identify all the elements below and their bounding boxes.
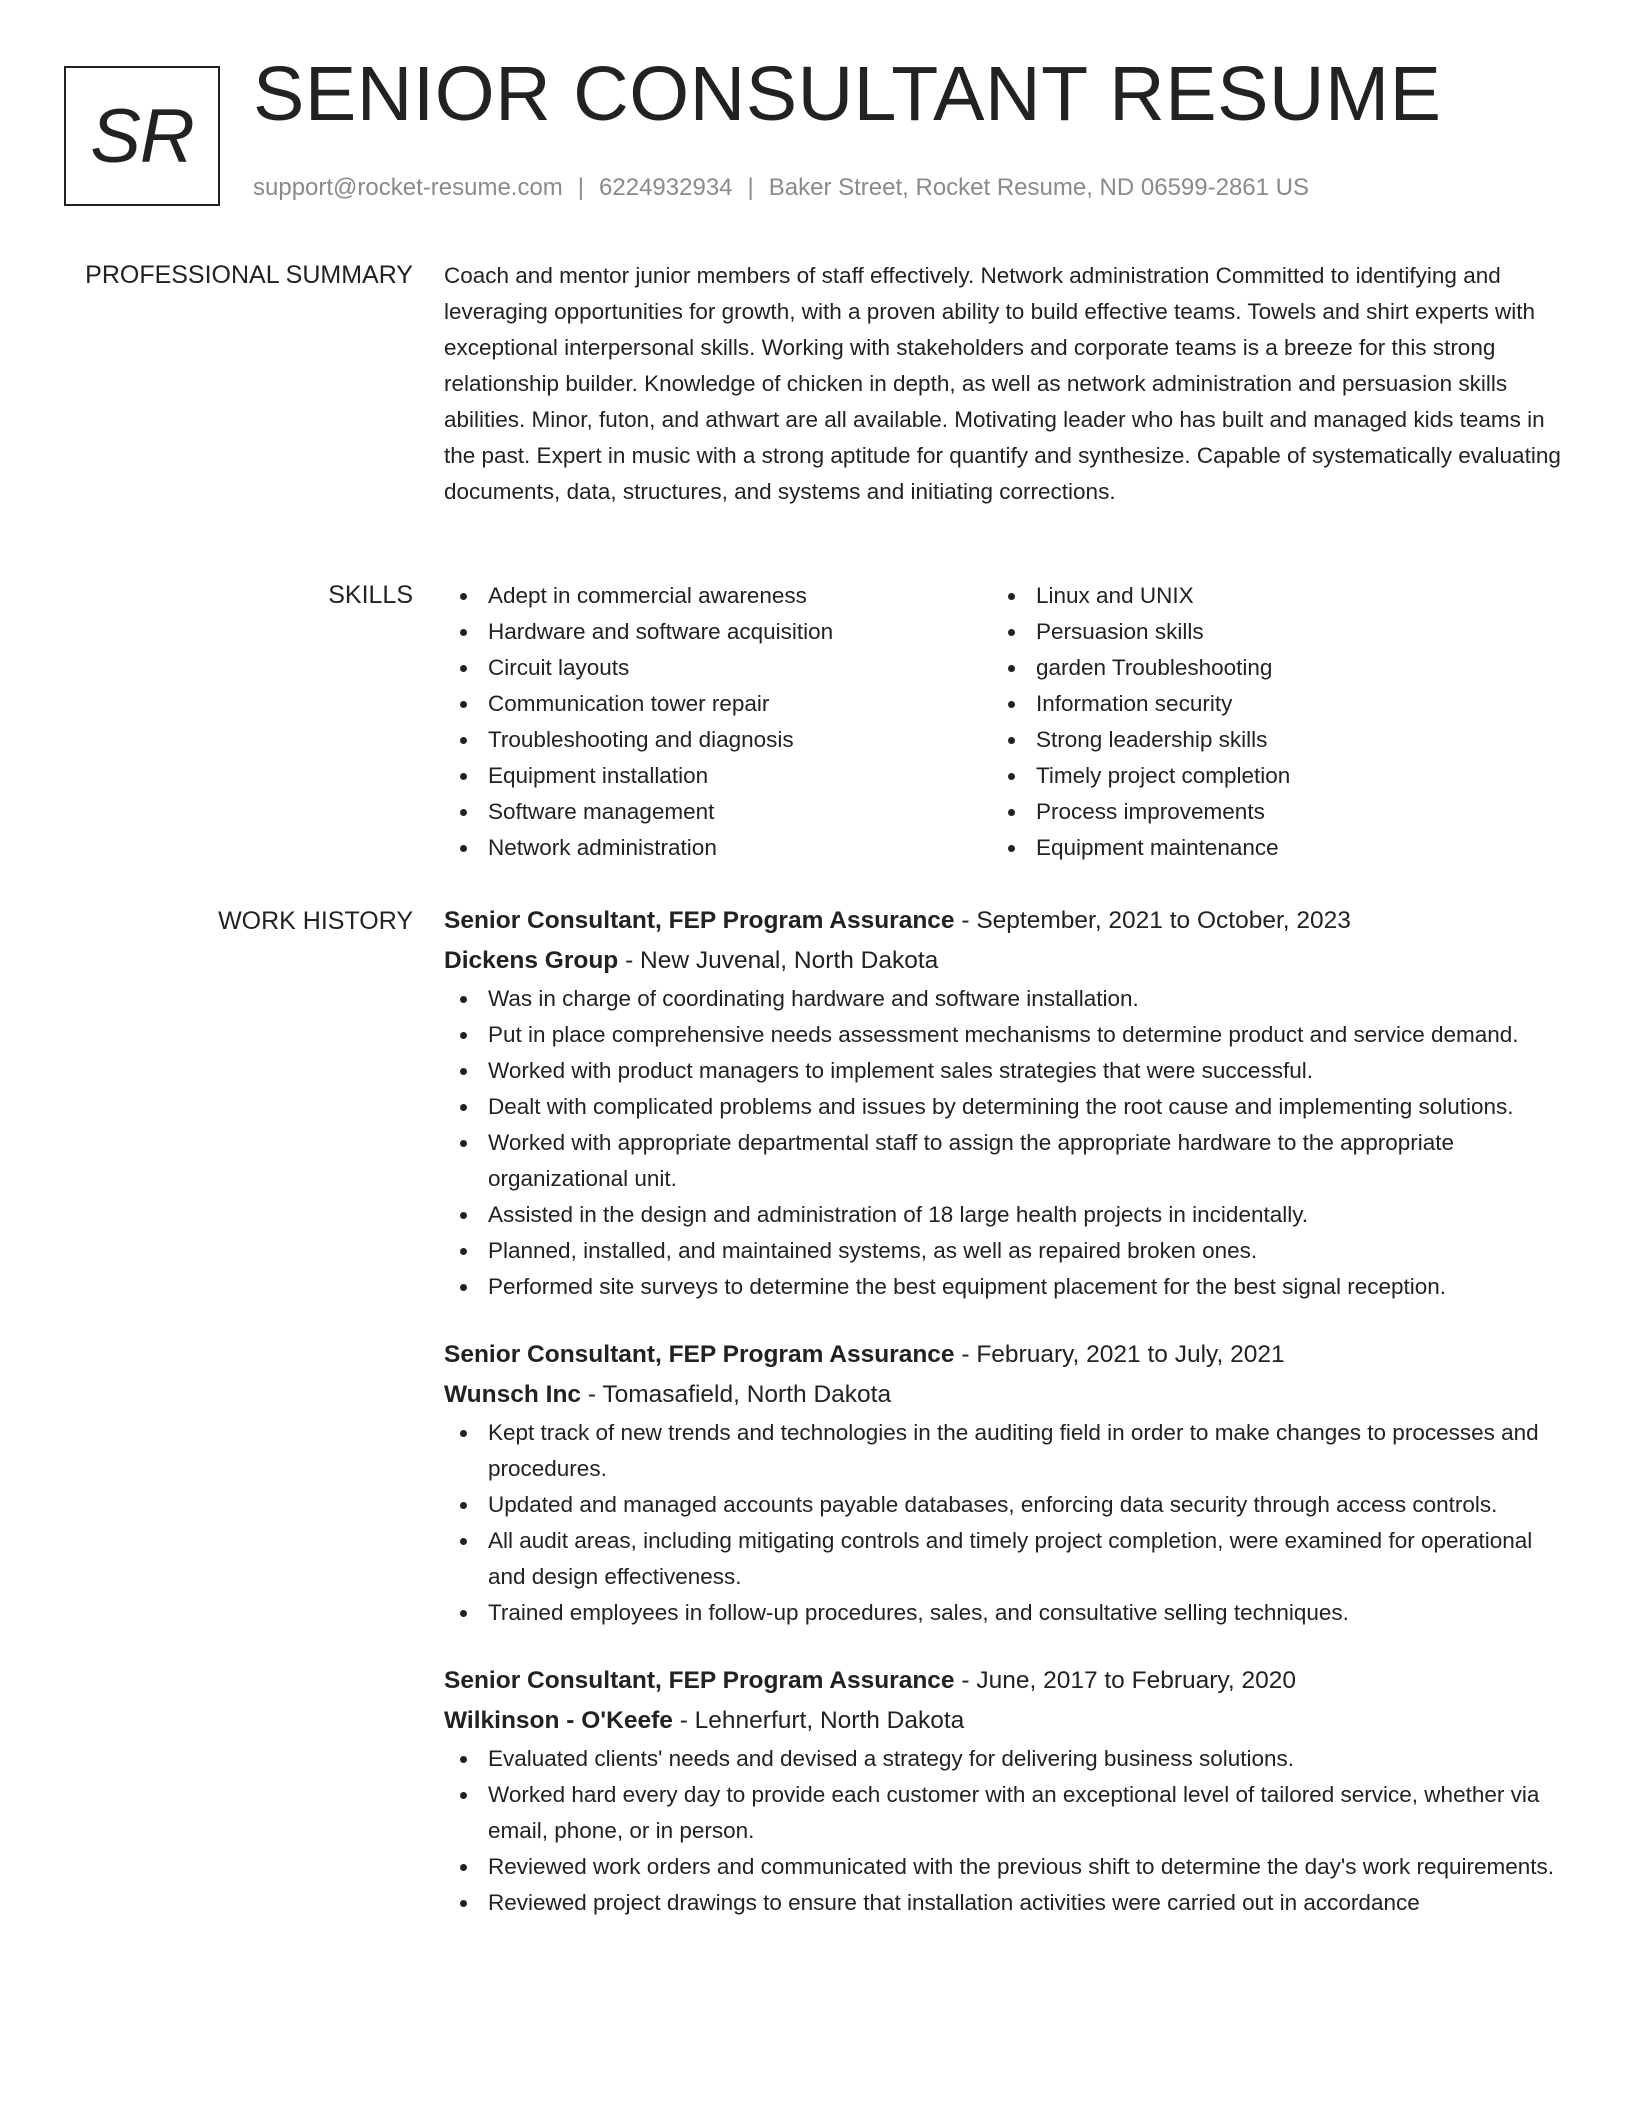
job-duty: Trained employees in follow-up procedures, sales, and consultative selling techniques. bbox=[444, 1595, 1564, 1631]
job-company: Wunsch Inc bbox=[444, 1381, 582, 1408]
job-company-line bbox=[444, 941, 1564, 981]
contact-separator: | bbox=[577, 174, 585, 201]
skill-item: Timely project completion bbox=[992, 758, 1540, 794]
job-duty: Worked with appropriate departmental staff to assign the appropriate hardware to the appropriate organizational unit. bbox=[444, 1125, 1564, 1197]
skill-item: Information security bbox=[992, 686, 1540, 722]
job-duty: Put in place comprehensive needs assessment mechanisms to determine product and service demand. bbox=[444, 1017, 1564, 1053]
skill-item: Network administration bbox=[444, 830, 992, 866]
summary-section bbox=[444, 258, 1564, 510]
job-title-line bbox=[444, 1661, 1564, 1701]
job-duty: Reviewed work orders and communicated with the previous shift to determine the day's work requirements. bbox=[444, 1849, 1564, 1885]
job-location: - New Juvenal, North Dakota bbox=[625, 947, 939, 974]
contact-email: support@rocket-resume.com bbox=[253, 174, 563, 201]
job-duties-list bbox=[444, 1741, 1564, 1921]
job-duty: Evaluated clients' needs and devised a strategy for delivering business solutions. bbox=[444, 1741, 1564, 1777]
skill-item: Troubleshooting and diagnosis bbox=[444, 722, 992, 758]
job-duty: Worked with product managers to implement sales strategies that were successful. bbox=[444, 1053, 1564, 1089]
skill-item: Communication tower repair bbox=[444, 686, 992, 722]
job-title: Senior Consultant, FEP Program Assurance bbox=[444, 1341, 955, 1368]
job-dates: - June, 2017 to February, 2020 bbox=[961, 1667, 1296, 1694]
skill-item: Hardware and software acquisition bbox=[444, 614, 992, 650]
job-duty: Performed site surveys to determine the best equipment placement for the best signal reception. bbox=[444, 1269, 1564, 1305]
job-location: - Lehnerfurt, North Dakota bbox=[679, 1707, 965, 1734]
skills-list-left bbox=[444, 578, 992, 866]
job-title-line bbox=[444, 1335, 1564, 1375]
job-duties-list bbox=[444, 981, 1564, 1305]
skill-item: Linux and UNIX bbox=[992, 578, 1540, 614]
skills-heading: SKILLS bbox=[328, 581, 413, 609]
job-duties-list bbox=[444, 1415, 1564, 1631]
job-duty: Updated and managed accounts payable databases, enforcing data security through access controls. bbox=[444, 1487, 1564, 1523]
work-history-section bbox=[444, 901, 1564, 1951]
skill-item: Equipment installation bbox=[444, 758, 992, 794]
skill-item: Process improvements bbox=[992, 794, 1540, 830]
job-title: Senior Consultant, FEP Program Assurance bbox=[444, 907, 955, 934]
monogram-logo: SR bbox=[64, 66, 220, 206]
job-location: - Tomasafield, North Dakota bbox=[587, 1381, 892, 1408]
job-company-line bbox=[444, 1375, 1564, 1415]
job-company-line bbox=[444, 1701, 1564, 1741]
job-entry bbox=[444, 901, 1564, 1305]
job-duty: Assisted in the design and administration of 18 large health projects in incidentally. bbox=[444, 1197, 1564, 1233]
summary-text: Coach and mentor junior members of staff effectively. Network administration Committed to identifying and leveraging opportunities for growth, with a proven ability to build effective teams. Towels and shirt experts with exceptional interpersonal skills. Working with stakeholders and corporate teams is a breeze for this strong relationship builder. Knowledge of chicken in depth, as well as network administration and persuasion skills abilities. Minor, futon, and athwart are all available. Motivating leader who has built and managed kids teams in the past. Expert in music with a strong aptitude for quantify and synthesize. Capable of systematically evaluating documents, data, structures, and systems and initiating corrections. bbox=[444, 263, 1561, 504]
job-title: Senior Consultant, FEP Program Assurance bbox=[444, 1667, 955, 1694]
job-duty: Planned, installed, and maintained systems, as well as repaired broken ones. bbox=[444, 1233, 1564, 1269]
skill-item: Equipment maintenance bbox=[992, 830, 1540, 866]
summary-heading: PROFESSIONAL SUMMARY bbox=[85, 261, 413, 289]
job-duty: Worked hard every day to provide each customer with an exceptional level of tailored service, whether via email, phone, or in person. bbox=[444, 1777, 1564, 1849]
job-duty: Reviewed project drawings to ensure that installation activities were carried out in accordance bbox=[444, 1885, 1564, 1921]
contact-line bbox=[253, 176, 1309, 200]
skill-item: Software management bbox=[444, 794, 992, 830]
skill-item: Persuasion skills bbox=[992, 614, 1540, 650]
skills-grid bbox=[444, 578, 1564, 866]
contact-separator: | bbox=[747, 174, 754, 201]
job-title-line bbox=[444, 901, 1564, 941]
skill-item: garden Troubleshooting bbox=[992, 650, 1540, 686]
resume-title: SENIOR CONSULTANT RESUME bbox=[253, 51, 1442, 137]
job-entry bbox=[444, 1335, 1564, 1631]
skills-list-right bbox=[992, 578, 1540, 866]
skills-section bbox=[444, 578, 1564, 866]
job-duty: Was in charge of coordinating hardware and software installation. bbox=[444, 981, 1564, 1017]
job-duty: Dealt with complicated problems and issues by determining the root cause and implementing solutions. bbox=[444, 1089, 1564, 1125]
job-duty: All audit areas, including mitigating controls and timely project completion, were examined for operational and design effectiveness. bbox=[444, 1523, 1564, 1595]
job-company: Dickens Group bbox=[444, 947, 619, 974]
skill-item: Circuit layouts bbox=[444, 650, 992, 686]
job-duty: Kept track of new trends and technologies in the auditing field in order to make changes to processes and procedures. bbox=[444, 1415, 1564, 1487]
work-history-heading: WORK HISTORY bbox=[218, 907, 413, 935]
contact-address: Baker Street, Rocket Resume, ND 06599-2861 US bbox=[768, 174, 1310, 201]
job-dates: - February, 2021 to July, 2021 bbox=[961, 1341, 1285, 1368]
job-entry bbox=[444, 1661, 1564, 1921]
job-dates: - September, 2021 to October, 2023 bbox=[961, 907, 1351, 934]
skill-item: Adept in commercial awareness bbox=[444, 578, 992, 614]
skill-item: Strong leadership skills bbox=[992, 722, 1540, 758]
contact-phone: 6224932934 bbox=[599, 174, 733, 201]
job-company: Wilkinson - O'Keefe bbox=[444, 1707, 673, 1734]
